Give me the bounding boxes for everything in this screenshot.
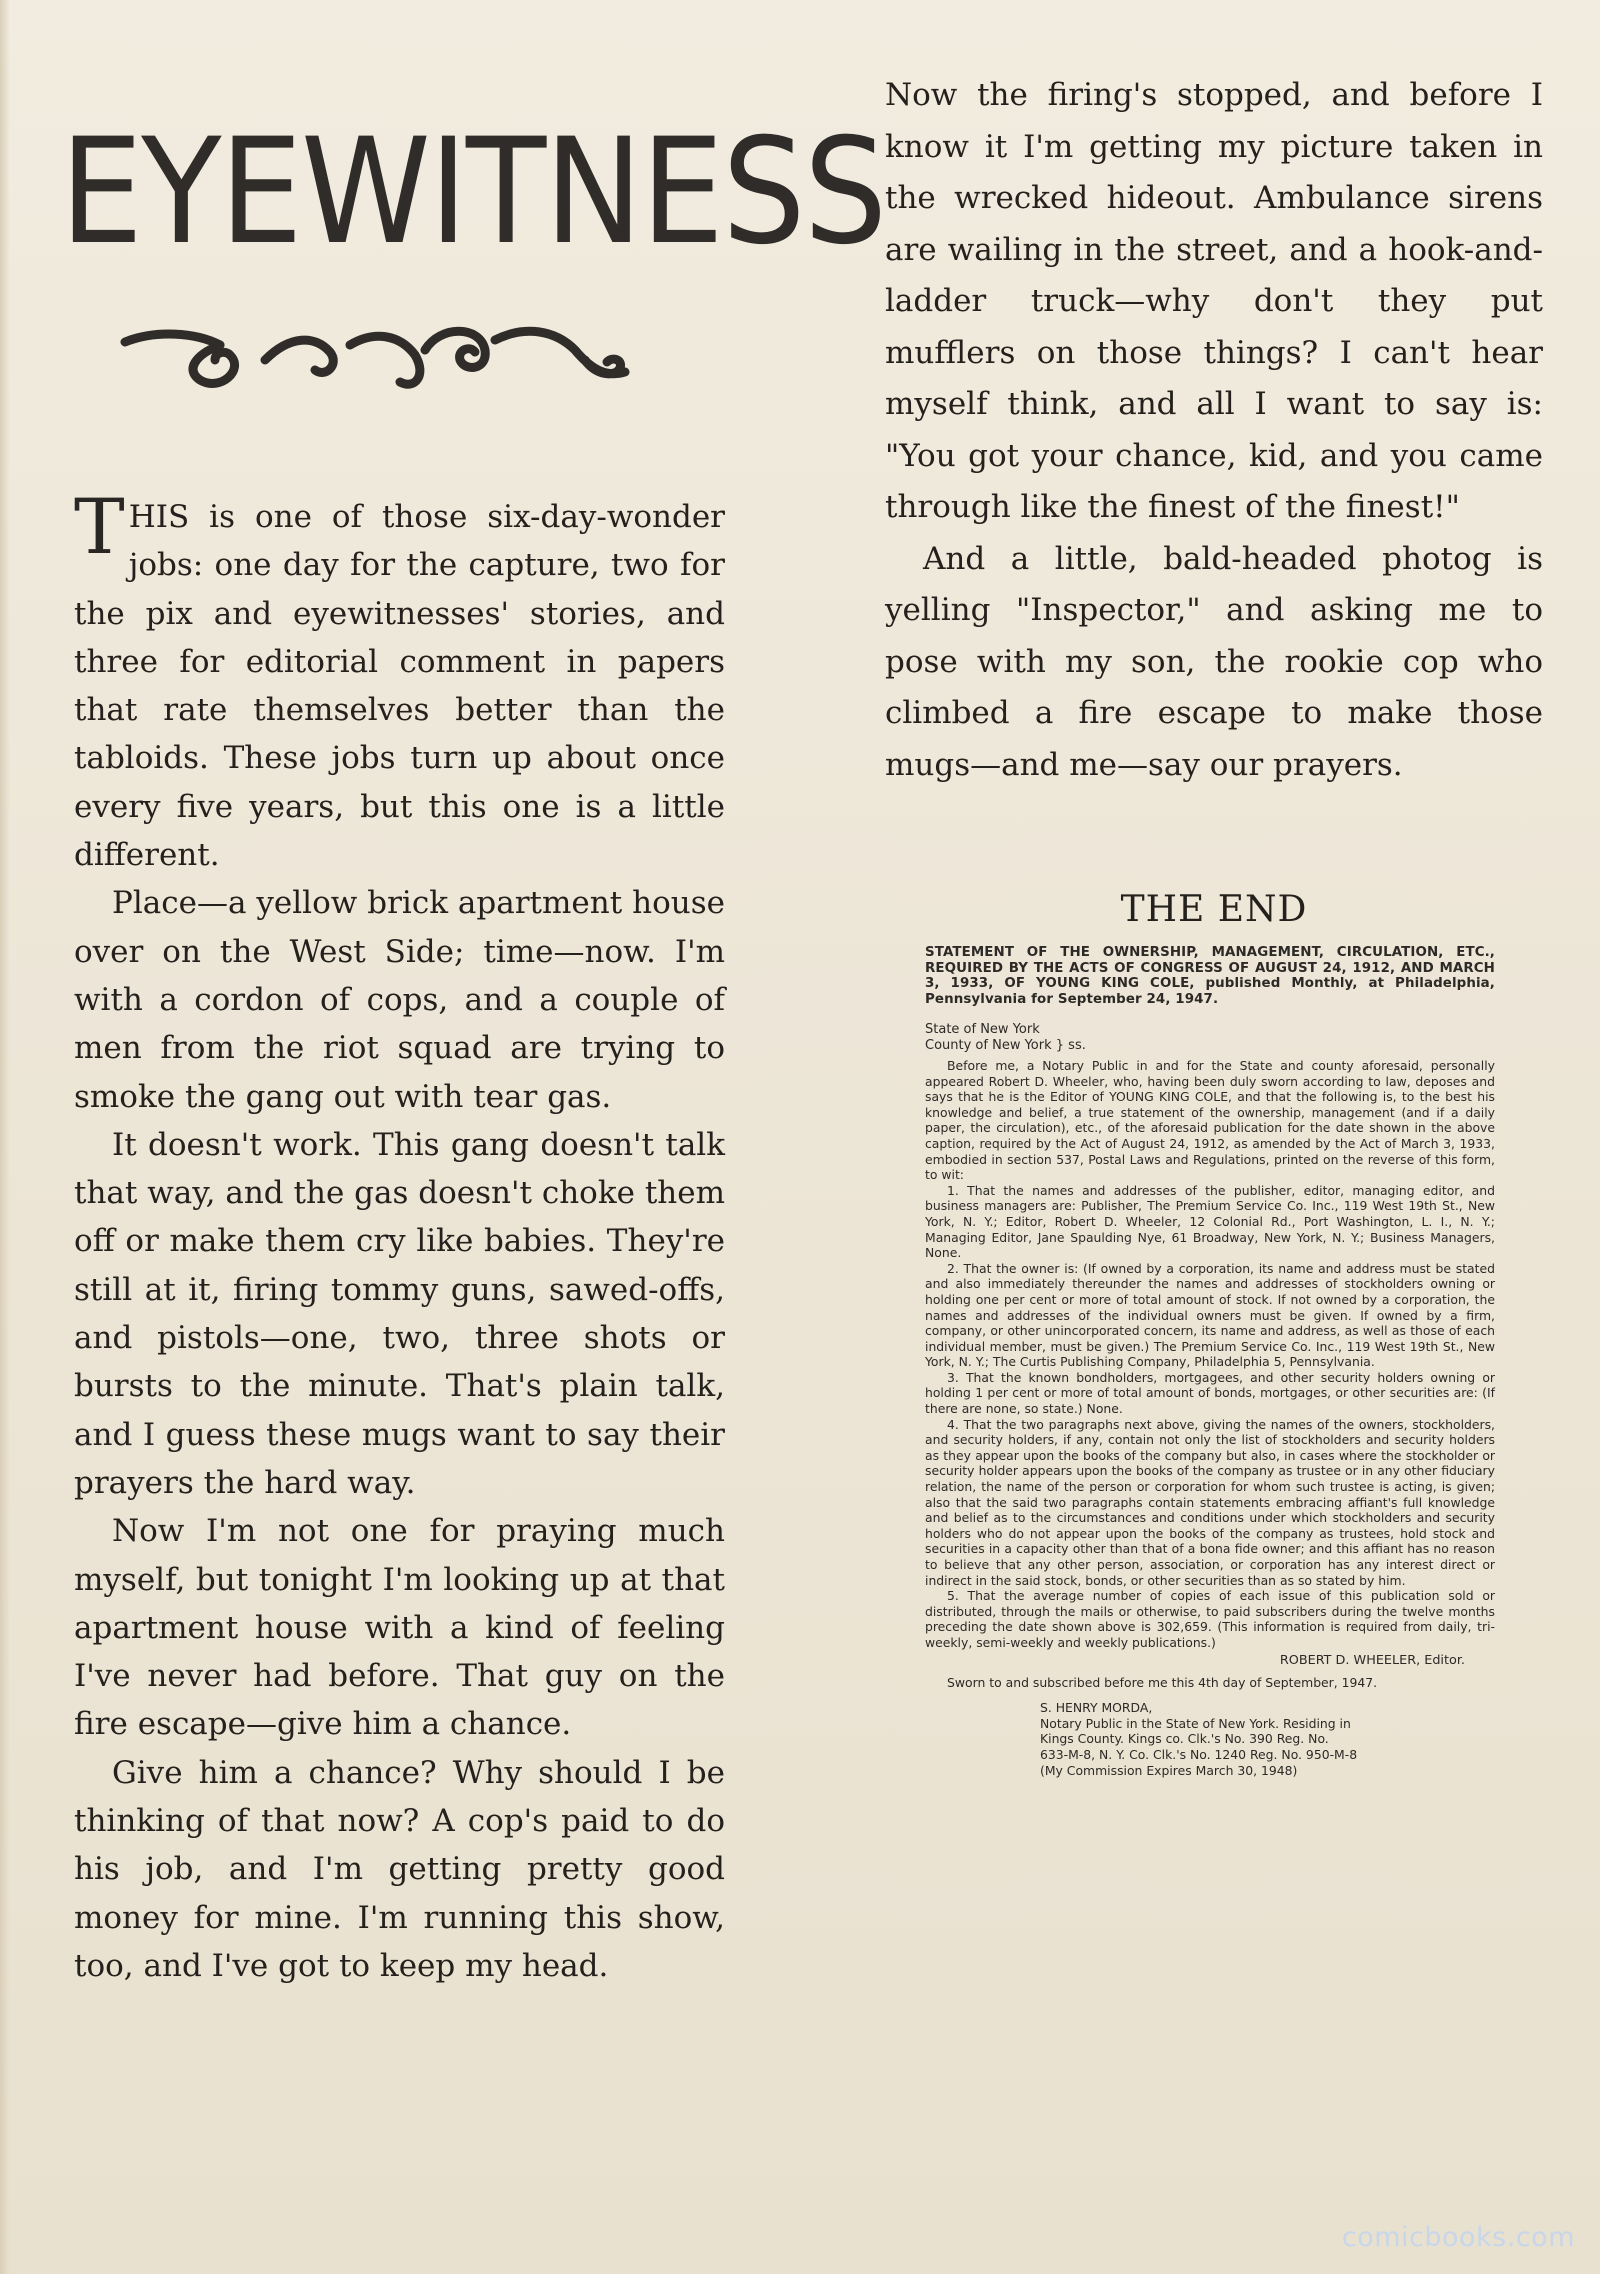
drop-cap: T <box>74 482 125 571</box>
story-paragraph: Place—a yellow brick apartment house over on the West Side; time—now. I'm with a cordon of cops, and a couple of men from the riot squad are trying to smoke the gang out with tear gas. <box>74 885 725 1115</box>
story-paragraph: It doesn't work. This gang doesn't talk that way, and the gas doesn't choke them off or make them cry like babies. They're still at it, firing tommy guns, sawed-offs, and pistols—one, two, three shots or bursts to the minute. That's plain talk, and I guess these mugs want to say their prayers the hard way. <box>74 1126 725 1501</box>
story-paragraph: Now I'm not one for praying much myself, but tonight I'm looking up at that apartment house with a kind of feeling I've never had before. That guy on the fire escape—give him a chance. <box>74 1513 725 1743</box>
statement-venue: State of New York County of New York } ss. <box>925 1022 1086 1053</box>
statement-body <box>925 1058 1495 1651</box>
statement-paragraph: 4. That the two paragraphs next above, giving the names of the owners, stockholders, and security holders, if any, contain not only the list of stockholders and security holders as they appear upon the books of the company but also, in cases where the stockholder or security holder appears upon the books of the company as trustee or in any other fiduciary relation, the name of the person or corporation for whom such trustee is acting, is given; also that the said two paragraphs contain statements embracing affiant's full knowledge and belief as to the circumstances and conditions under which stockholders and security holders who do not appear upon the books of the company as trustees, hold stock and securities in a capacity other than that of a bona fide owner; and this affiant has no reason to believe that any other person, association, or corporation has any interest direct or indirect in the said stock, bonds, or other securities than as so stated by him. <box>925 1416 1495 1588</box>
story-paragraph: And a little, bald-headed photog is yelling "Inspector," and asking me to pose with my son, the rookie cop who climbed a fire escape to make those mugs—and me—say our prayers. <box>885 540 1543 783</box>
statement-heading: STATEMENT OF THE OWNERSHIP, MANAGEMENT, CIRCULATION, ETC., REQUIRED BY THE ACTS OF CONGRESS OF AUGUST 24, 1912, AND MARCH 3, 1933, OF YOUNG KING COLE, published Monthly, at Philadelphia, Pennsylvania for September 24, 1947. <box>925 945 1495 1007</box>
story-paragraph: THIS is one of those six-day-wonder jobs: one day for the capture, two for the pix and eyewitnesses' stories, and three for editorial comment in papers that rate themselves better than the tabloids. These jobs turn up about once every five years, but this one is a little different. <box>74 482 725 874</box>
story-left-column <box>74 482 725 2193</box>
story-right-column <box>885 70 1543 860</box>
story-title: EYEWITNESS <box>60 107 886 277</box>
statement-paragraph: 3. That the known bondholders, mortgagees, and other security holders owning or holding 1 per cent or more of total amount of bonds, mortgages, or other securities are: (If there are none, so state.) None. <box>925 1369 1495 1417</box>
story-paragraph: Now the firing's stopped, and before I know it I'm getting my picture taken in the wrecked hideout. Ambulance sirens are wailing in the street, and a hook-and-ladder truck—why don't they put mufflers on those things? I can't hear myself think, and all I want to say is: "You got your chance, kid, and you came through like the finest of the finest!" <box>885 77 1543 525</box>
statement-signature: ROBERT D. WHEELER, Editor. <box>1279 1652 1465 1668</box>
story-paragraph: Give him a chance? Why should I be thinking of that now? A cop's paid to do his job, and I'm getting pretty good money for mine. I'm running this show, too, and I've got to keep my head. <box>74 1754 725 1984</box>
ownership-statement <box>925 945 1495 2165</box>
the-end-heading: THE END <box>1120 889 1308 930</box>
notary-block: S. HENRY MORDA, Notary Public in the State of New York. Residing in Kings County. Kings co. Clk.'s No. 390 Reg. No. 633-M-8, N. Y. Co. Clk.'s No. 1240 Reg. No. 950-M-8 (My Commission Expires March 30, 1948) <box>1040 1700 1358 1778</box>
statement-paragraph: Before me, a Notary Public in and for the State and county aforesaid, personally appeared Robert D. Wheeler, who, having been duly sworn according to law, deposes and says that he is the Editor of YOUNG KING COLE, and that the following is, to the best his knowledge and belief, a true statement of the ownership, management (and if a daily paper, the circulation), etc., of the aforesaid publication for the date shown in the above caption, required by the Act of August 24, 1912, as amended by the Act of March 3, 1933, embodied in section 537, Postal Laws and Regulations, printed on the reverse of this form, to wit: <box>925 1058 1495 1183</box>
flourish-ornament <box>115 300 660 400</box>
statement-paragraph: 1. That the names and addresses of the publisher, editor, managing editor, and business managers are: Publisher, The Premium Service Co. Inc., 119 West 19th St., New York, N. Y.; Editor, Robert D. Wheeler, 12 Colonial Rd., Port Washington, L. I., N. Y.; Managing Editor, Jane Spaulding Nye, 61 Broadway, New York, N. Y.; Business Managers, None. <box>925 1182 1495 1261</box>
statement-sworn: Sworn to and subscribed before me this 4th day of September, 1947. <box>947 1674 1378 1690</box>
watermark: comicbooks.com <box>1341 2222 1575 2253</box>
page-edge <box>0 0 10 2274</box>
statement-paragraph: 2. That the owner is: (If owned by a corporation, its name and address must be stated and also immediately thereunder the names and addresses of stockholders owning or holding one per cent or more of total amount of stock. If not owned by a corporation, the names and addresses of the individual owners must be given. If owned by a firm, company, or other unincorporated concern, its name and address, as well as those of each individual member, must be given.) The Premium Service Co. Inc., 119 West 19th St., New York, N. Y.; The Curtis Publishing Company, Philadelphia 5, Pennsylvania. <box>925 1260 1495 1370</box>
statement-paragraph: 5. That the average number of copies of each issue of this publication sold or distributed, through the mails or otherwise, to paid subscribers during the twelve months preceding the date shown above is 302,659. (This information is required from daily, tri-weekly, semi-weekly and weekly publications.) <box>925 1588 1495 1650</box>
